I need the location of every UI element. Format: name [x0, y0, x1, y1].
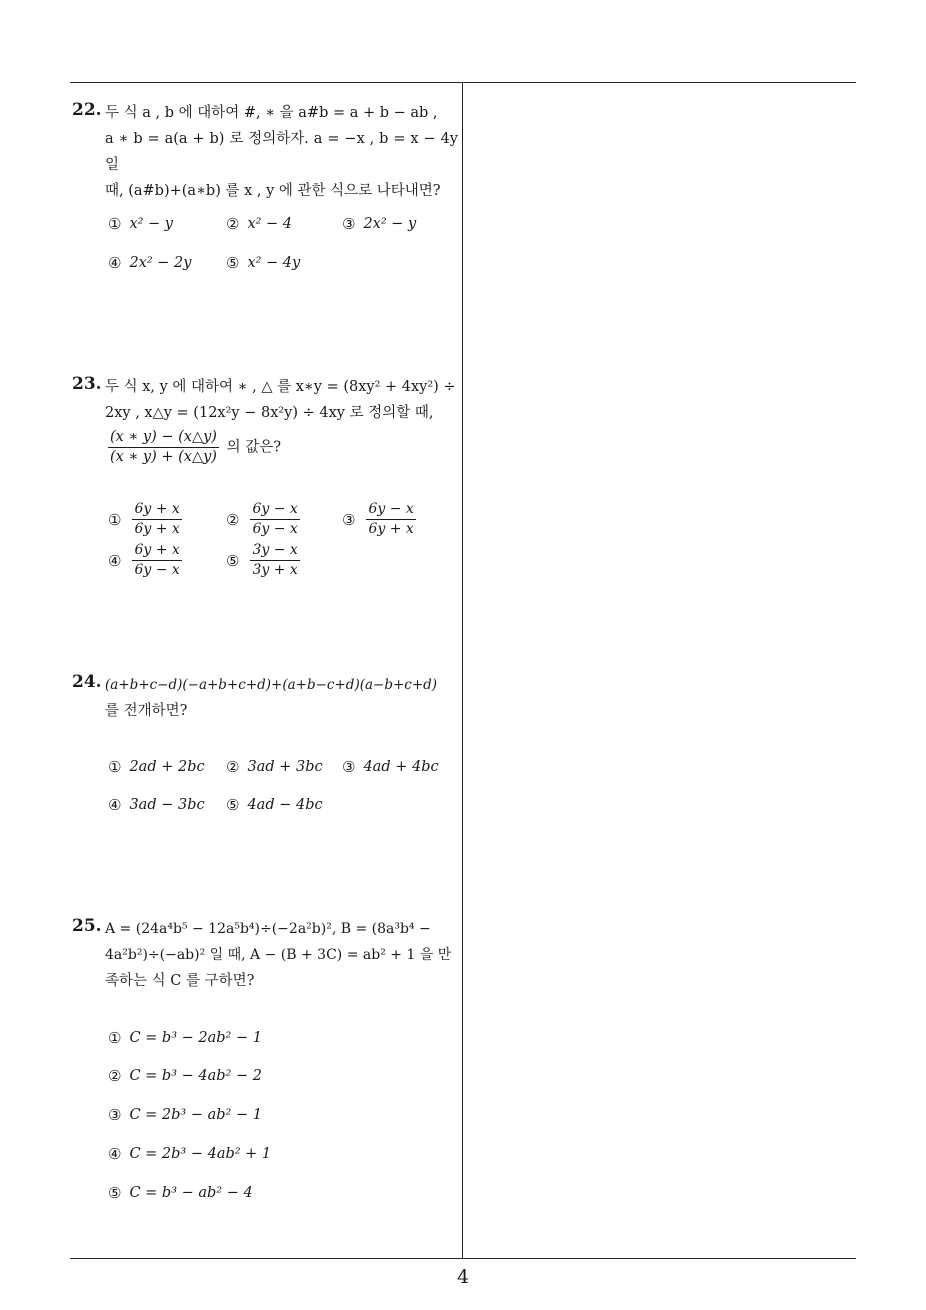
option-4[interactable]	[108, 1145, 271, 1163]
question-24	[72, 672, 458, 724]
fraction-denominator: 3y + x	[252, 562, 298, 578]
option-text: 3ad + 3bc	[247, 759, 323, 775]
page-number: 4	[456, 1266, 470, 1288]
option-mark: ⑤	[226, 254, 240, 272]
fraction-denominator: 6y + x	[134, 521, 180, 537]
question-number: 24.	[72, 672, 102, 692]
option-mark: ⑤	[226, 796, 240, 814]
option-fraction	[250, 500, 299, 539]
top-rule	[70, 82, 856, 83]
question-line: 족하는 식 C 를 구하면?	[105, 973, 255, 989]
question-line	[105, 428, 458, 467]
option-mark: ④	[108, 254, 122, 272]
question-22	[72, 100, 458, 204]
fraction-denominator: 6y − x	[134, 562, 180, 578]
question-number: 25.	[72, 916, 102, 936]
option-text: x² − 4y	[247, 255, 301, 271]
option-mark: ②	[226, 215, 240, 233]
option-1[interactable]	[108, 1029, 262, 1047]
fraction-denominator: 6y + x	[368, 521, 414, 537]
question-tail: 의 값은?	[226, 439, 281, 456]
column-divider	[462, 82, 463, 1258]
option-text: C = 2b³ − ab² − 1	[129, 1107, 262, 1123]
option-mark: ③	[342, 758, 356, 776]
option-fraction	[132, 541, 181, 580]
option-3[interactable]	[342, 215, 416, 233]
option-3[interactable]	[342, 758, 439, 776]
question-line: 두 식 a , b 에 대하여 #, ∗ 을 a#b = a + b − ab ,	[105, 105, 438, 121]
option-4[interactable]	[108, 796, 205, 814]
option-mark: ①	[108, 215, 122, 233]
question-line: 를 전개하면?	[105, 703, 188, 719]
option-mark: ③	[342, 510, 356, 529]
option-5[interactable]	[108, 1184, 253, 1202]
fraction-numerator: 6y + x	[132, 541, 181, 561]
option-4[interactable]	[108, 541, 185, 580]
option-text: C = b³ − 2ab² − 1	[129, 1030, 262, 1046]
question-23	[72, 374, 458, 467]
option-text: x² − 4	[247, 216, 293, 232]
option-text: C = b³ − ab² − 4	[129, 1185, 253, 1201]
option-mark: ①	[108, 758, 122, 776]
question-text	[105, 100, 458, 204]
option-text: 4ad − 4bc	[247, 797, 323, 813]
option-text: 3ad − 3bc	[129, 797, 205, 813]
option-mark: ⑤	[108, 1184, 122, 1202]
question-number: 22.	[72, 100, 102, 120]
option-1[interactable]	[108, 758, 205, 776]
option-fraction	[250, 541, 299, 580]
question-number: 23.	[72, 374, 102, 394]
option-mark: ②	[108, 1067, 122, 1085]
option-mark: ⑤	[226, 551, 240, 570]
option-5[interactable]	[226, 541, 303, 580]
option-3[interactable]	[108, 1106, 262, 1124]
option-text: x² − y	[129, 216, 174, 232]
fraction-numerator: 3y − x	[250, 541, 299, 561]
option-2[interactable]	[108, 1067, 262, 1085]
option-text: C = b³ − 4ab² − 2	[129, 1068, 262, 1084]
fraction-numerator: 6y − x	[366, 500, 415, 520]
fraction-denominator: (x ∗ y) + (x△y)	[110, 449, 217, 465]
expression-fraction	[108, 428, 219, 467]
question-line: A = (24a⁴b⁵ − 12a⁵b⁴)÷(−2a²b)², B = (8a³b⁴ −	[105, 921, 431, 937]
option-mark: ②	[226, 510, 240, 529]
option-text: C = 2b³ − 4ab² + 1	[129, 1146, 272, 1162]
question-line: 두 식 x, y 에 대하여 ∗ , △ 를 x∗y = (8xy² + 4xy²) ÷	[105, 379, 456, 395]
option-2[interactable]	[226, 500, 303, 539]
option-mark: ④	[108, 796, 122, 814]
question-line: 2xy , x△y = (12x²y − 8x²y) ÷ 4xy 로 정의할 때,	[105, 405, 434, 421]
option-mark: ③	[342, 215, 356, 233]
question-25	[72, 916, 458, 994]
fraction-numerator: 6y − x	[250, 500, 299, 520]
question-line: (a+b+c−d)(−a+b+c+d)+(a+b−c+d)(a−b+c+d)	[105, 677, 438, 693]
option-fraction	[366, 500, 415, 539]
question-text	[105, 672, 458, 724]
question-line: 4a²b²)÷(−ab)² 일 때, A − (B + 3C) = ab² + 1 을 만	[105, 947, 452, 963]
option-text: 2ad + 2bc	[129, 759, 205, 775]
option-fraction	[132, 500, 181, 539]
option-1[interactable]	[108, 500, 185, 539]
option-mark: ④	[108, 1145, 122, 1163]
option-text: 2x² − 2y	[129, 255, 192, 271]
option-5[interactable]	[226, 254, 300, 272]
question-text	[105, 916, 458, 994]
bottom-rule	[70, 1258, 856, 1259]
option-mark: ④	[108, 551, 122, 570]
option-2[interactable]	[226, 758, 323, 776]
question-line: 때, (a#b)+(a∗b) 를 x , y 에 관한 식으로 나타내면?	[105, 183, 441, 199]
option-mark: ③	[108, 1106, 122, 1124]
option-3[interactable]	[342, 500, 419, 539]
option-mark: ①	[108, 1029, 122, 1047]
option-mark: ②	[226, 758, 240, 776]
option-text: 2x² − y	[363, 216, 417, 232]
fraction-numerator: (x ∗ y) − (x△y)	[108, 428, 219, 448]
option-text: 4ad + 4bc	[363, 759, 439, 775]
option-5[interactable]	[226, 796, 323, 814]
question-line: a ∗ b = a(a + b) 로 정의하자. a = −x , b = x − 4y 일	[105, 131, 458, 173]
question-text	[105, 374, 458, 467]
option-4[interactable]	[108, 254, 191, 272]
option-1[interactable]	[108, 215, 173, 233]
fraction-numerator: 6y + x	[132, 500, 181, 520]
fraction-denominator: 6y − x	[252, 521, 298, 537]
option-2[interactable]	[226, 215, 292, 233]
option-mark: ①	[108, 510, 122, 529]
